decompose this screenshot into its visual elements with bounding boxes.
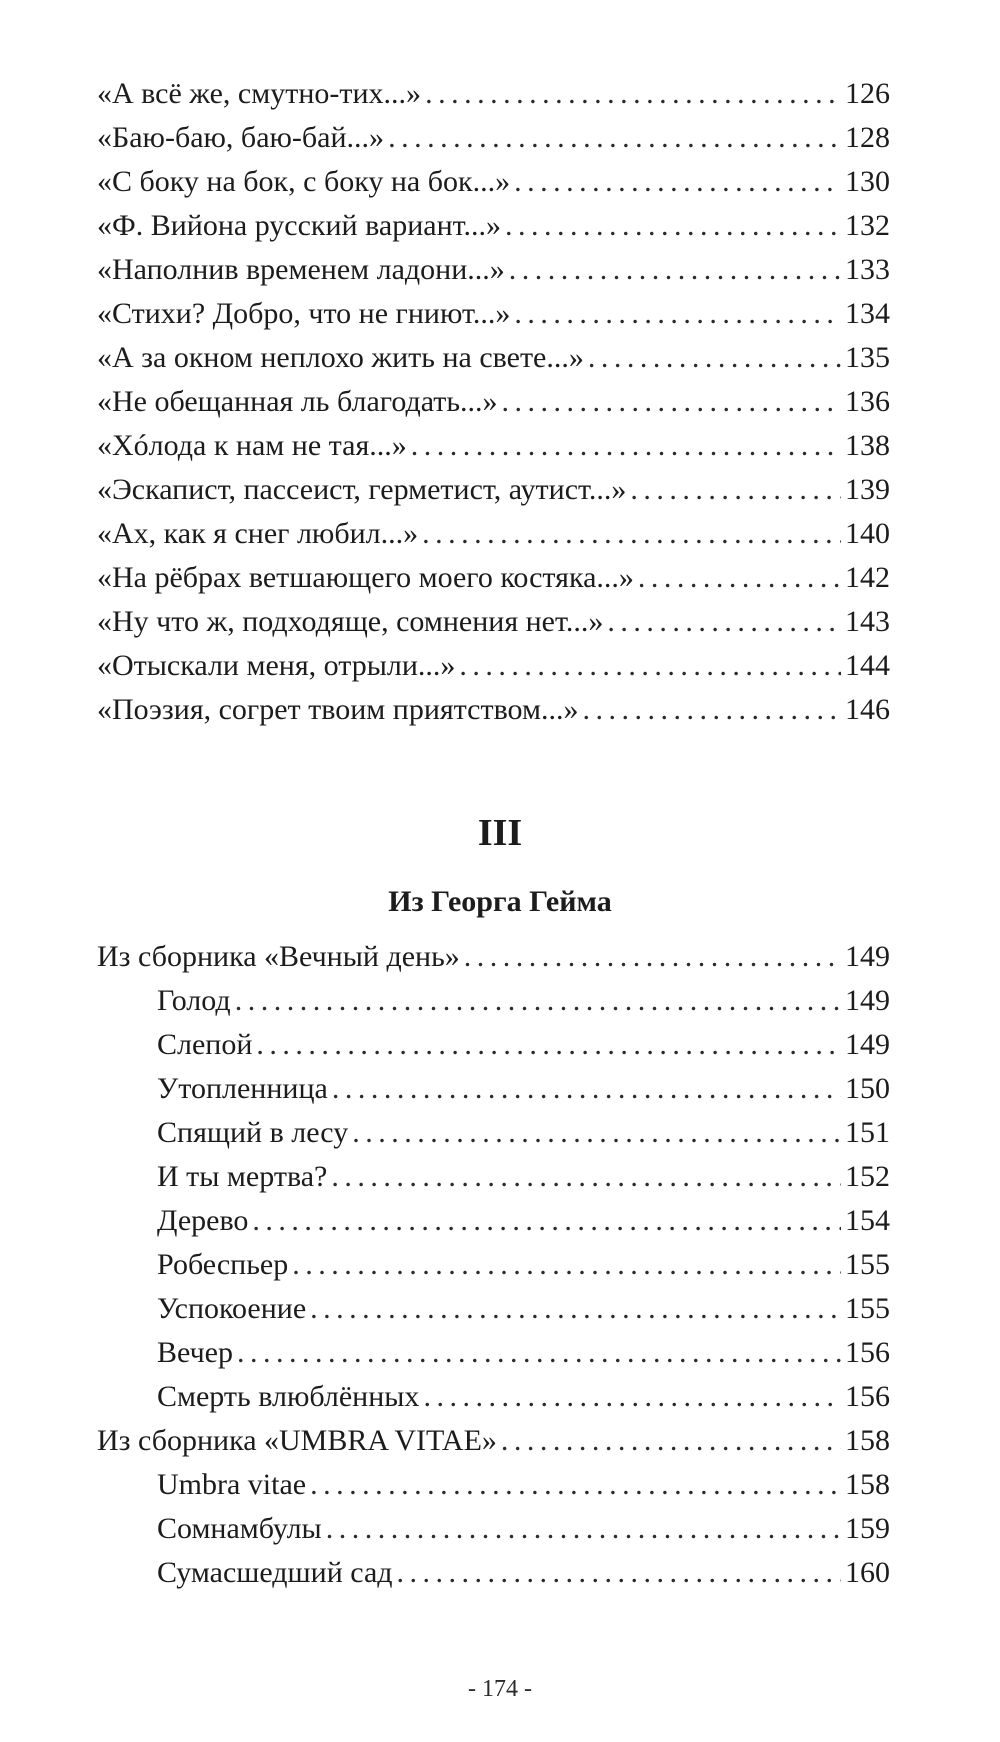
toc-entry-page: 152 (845, 1160, 890, 1193)
toc-entry-title: «Поэзия, согрет твоим приятством...» (97, 693, 579, 726)
toc-entry-title: Сомнамбулы (157, 1512, 322, 1545)
toc-entry-title: «Баю-баю, баю-бай...» (97, 121, 385, 154)
toc-entry (97, 1243, 890, 1287)
toc-entry-title: Голод (157, 984, 231, 1017)
dot-leader (237, 1331, 841, 1375)
toc-entry-page: 149 (845, 1028, 890, 1061)
toc-entry (97, 1287, 890, 1331)
dot-leader (235, 979, 841, 1023)
toc-entry (97, 336, 890, 380)
toc-entry (97, 979, 890, 1023)
dot-leader (256, 1023, 841, 1067)
toc-entry-title: И ты мертва? (157, 1160, 328, 1193)
toc-entry (97, 248, 890, 292)
toc-entry (97, 556, 890, 600)
page-number: - 174 - (468, 1676, 532, 1702)
section-numeral: III (477, 812, 523, 854)
toc-entry (97, 644, 890, 688)
dot-leader (422, 512, 841, 556)
toc-list-bottom (97, 935, 890, 1595)
toc-entry-title: Слепой (157, 1028, 253, 1061)
toc-entry-page: 158 (845, 1424, 890, 1457)
dot-leader (326, 1507, 841, 1551)
toc-entry (97, 688, 890, 732)
toc-entry-title: Вечер (157, 1336, 233, 1369)
toc-entry (97, 512, 890, 556)
dot-leader (352, 1111, 841, 1155)
dot-leader (332, 1067, 841, 1111)
toc-entry-title: «Ну что ж, подходяще, сомнения нет...» (97, 605, 604, 638)
toc-entry-page: 154 (845, 1204, 890, 1237)
toc-entry-page: 146 (845, 693, 890, 726)
dot-leader (388, 116, 841, 160)
toc-entry-title: Из сборника «UMBRA VITAE» (97, 1424, 497, 1457)
toc-entry-page: 155 (845, 1292, 890, 1325)
toc-entry-page: 144 (845, 649, 890, 682)
toc-entry-title: «Ах, как я снег любил...» (97, 517, 419, 550)
dot-leader (607, 600, 841, 644)
toc-entry-page: 139 (845, 473, 890, 506)
toc-entry-page: 155 (845, 1248, 890, 1281)
toc-entry-title: «С боку на бок, с боку на бок...» (97, 165, 511, 198)
toc-entry-title: «А за окном неплохо жить на свете...» (97, 341, 584, 374)
toc-entry-title: Успокоение (157, 1292, 307, 1325)
toc-entry-title: Смерть влюблённых (157, 1380, 420, 1413)
toc-entry (97, 1463, 890, 1507)
dot-leader (588, 336, 841, 380)
toc-entry (97, 204, 890, 248)
toc-entry-page: 128 (845, 121, 890, 154)
dot-leader (514, 160, 841, 204)
toc-entry (97, 292, 890, 336)
toc-entry-page: 133 (845, 253, 890, 286)
toc-entry-page: 134 (845, 297, 890, 330)
toc-entry-page: 143 (845, 605, 890, 638)
toc-entry-title: «Стихи? Добро, что не гниют...» (97, 297, 511, 330)
toc-entry-title: «Наполнив временем ладони...» (97, 253, 505, 286)
toc-entry (97, 1023, 890, 1067)
dot-leader (331, 1155, 841, 1199)
dot-leader (638, 556, 841, 600)
toc-entry (97, 380, 890, 424)
toc-entry-page: 160 (845, 1556, 890, 1589)
dot-leader (505, 204, 841, 248)
dot-leader (514, 292, 841, 336)
toc-entry (97, 424, 890, 468)
toc-entry (97, 600, 890, 644)
toc-entry (97, 1155, 890, 1199)
toc-entry-page: 136 (845, 385, 890, 418)
toc-entry-page: 142 (845, 561, 890, 594)
toc-entry (97, 935, 890, 979)
toc-entry-page: 149 (845, 940, 890, 973)
dot-leader (423, 1375, 841, 1419)
toc-entry (97, 1507, 890, 1551)
toc-entry-title: «Эскапист, пассеист, герметист, аутист...» (97, 473, 627, 506)
toc-list-top (97, 72, 890, 732)
toc-entry-page: 149 (845, 984, 890, 1017)
toc-entry-title: Сумасшедший сад (157, 1556, 393, 1589)
toc-entry (97, 1375, 890, 1419)
dot-leader (425, 72, 841, 116)
toc-entry-page: 132 (845, 209, 890, 242)
toc-entry-title: Из сборника «Вечный день» (97, 940, 460, 973)
dot-leader (509, 248, 841, 292)
toc-entry-title: «На рёбрах ветшающего моего костяка...» (97, 561, 634, 594)
dot-leader (310, 1463, 841, 1507)
dot-leader (397, 1551, 841, 1595)
toc-entry-title: Робеспьер (157, 1248, 289, 1281)
section-title: Из Георга Гейма (388, 885, 612, 918)
toc-entry-title: Утопленница (157, 1072, 328, 1105)
toc-entry-page: 151 (845, 1116, 890, 1149)
toc-entry-title: Umbra vitae (157, 1468, 307, 1501)
toc-entry-page: 159 (845, 1512, 890, 1545)
dot-leader (310, 1287, 841, 1331)
toc-entry-page: 140 (845, 517, 890, 550)
toc-entry-page: 138 (845, 429, 890, 462)
dot-leader (292, 1243, 841, 1287)
toc-entry-page: 158 (845, 1468, 890, 1501)
dot-leader (464, 935, 841, 979)
toc-entry (97, 1551, 890, 1595)
dot-leader (459, 644, 841, 688)
dot-leader (630, 468, 841, 512)
toc-entry-page: 130 (845, 165, 890, 198)
toc-entry (97, 116, 890, 160)
dot-leader (252, 1199, 841, 1243)
toc-entry-title: Спящий в лесу (157, 1116, 349, 1149)
toc-entry-page: 126 (845, 77, 890, 110)
toc-entry-title: Дерево (157, 1204, 249, 1237)
toc-entry (97, 72, 890, 116)
toc-entry (97, 1199, 890, 1243)
toc-entry-page: 135 (845, 341, 890, 374)
toc-entry-title: «Хóлода к нам не тая...» (97, 429, 407, 462)
toc-entry-page: 156 (845, 1336, 890, 1369)
toc-entry (97, 1067, 890, 1111)
dot-leader (501, 1419, 841, 1463)
toc-entry (97, 468, 890, 512)
toc-entry-page: 156 (845, 1380, 890, 1413)
toc-entry (97, 1419, 890, 1463)
toc-entry-title: «Не обещанная ль благодать...» (97, 385, 498, 418)
toc-entry (97, 1331, 890, 1375)
toc-entry (97, 160, 890, 204)
dot-leader (411, 424, 841, 468)
toc-entry-title: «Отыскали меня, отрыли...» (97, 649, 456, 682)
toc-entry (97, 1111, 890, 1155)
toc-entry-title: «Ф. Вийона русский вариант...» (97, 209, 501, 242)
dot-leader (502, 380, 841, 424)
dot-leader (582, 688, 841, 732)
toc-entry-page: 150 (845, 1072, 890, 1105)
toc-entry-title: «А всё же, смутно-тих...» (97, 77, 422, 110)
